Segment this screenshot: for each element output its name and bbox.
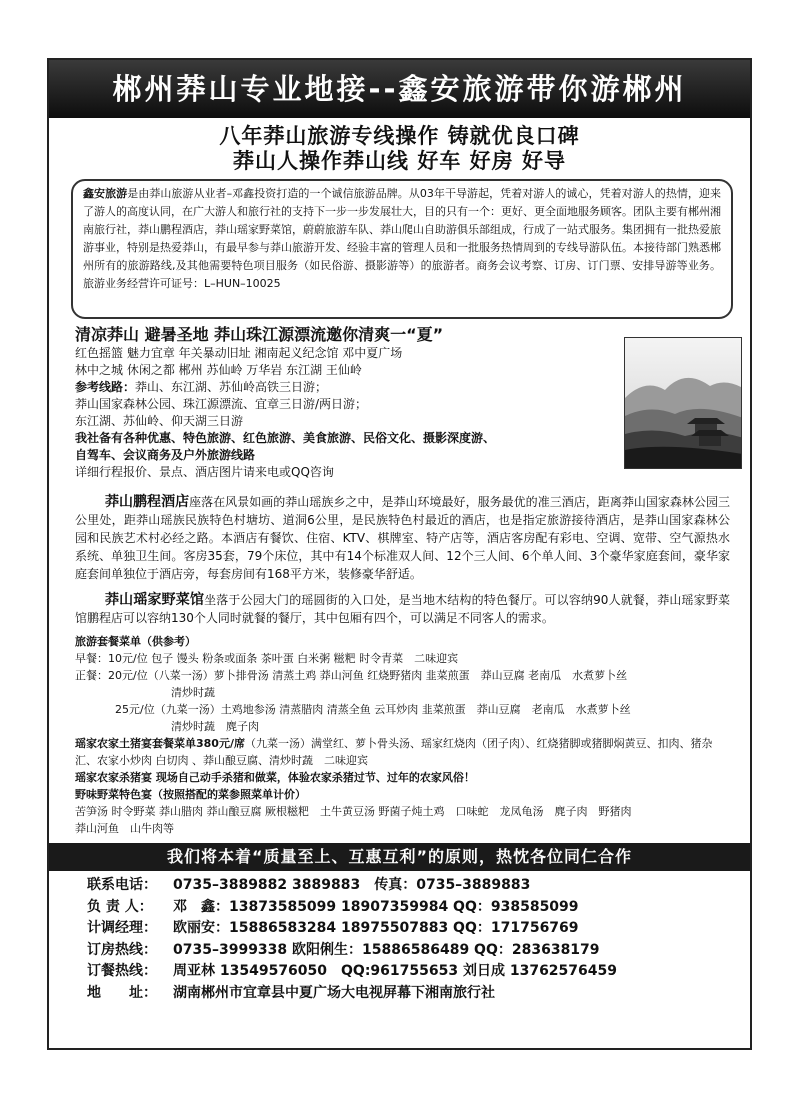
advertisement-page (47, 58, 752, 1050)
contact-label: 地 址： (87, 984, 157, 1001)
cooperation-banner: 我们将本着“质量至上、互惠互利”的原则，热忱各位同仁合作 (49, 843, 750, 871)
hotel-name: 莽山鹏程酒店 (105, 494, 190, 510)
pig-feast-heading: 瑶家农家土猪宴套餐菜单380元/席 (75, 737, 245, 750)
contact-value: 0735–3889882 3889883 传真：0735–3889883 (173, 877, 531, 893)
summer-line-2: 林中之城 休闲之都 郴州 苏仙岭 万华岩 东江湖 王仙岭 (75, 363, 362, 377)
company-intro-box (71, 179, 733, 319)
menu-title: 旅游套餐菜单（供参考） (75, 635, 196, 648)
menu-lunch-20-b: 清炒时蔬 (171, 686, 215, 699)
detail-line: 详细行程报价、景点、酒店图片请来电或QQ咨询 (75, 465, 334, 479)
contact-label: 订房热线： (87, 941, 157, 958)
restaurant-name: 莽山瑶家野菜馆 (105, 592, 205, 608)
menu-lunch-25-b: 清炒时蔬 麂子肉 (171, 720, 259, 733)
routes-label: 参考线路： (75, 380, 136, 394)
contact-value: 0735–3999338 欧阳俐生：15886586489 QQ：283638179 (173, 941, 600, 958)
menu-lunch-25-a: 25元/位（九菜一汤）土鸡地参汤 清蒸腊肉 清蒸全鱼 云耳炒肉 韭菜煎蛋 莽山豆腐 老南瓜 水煮萝卜丝 (115, 703, 631, 716)
contact-value: 湖南郴州市宜章县中夏广场大电视屏幕下湘南旅行社 (173, 984, 495, 1001)
mountain-photo (624, 337, 742, 469)
contact-label: 联系电话： (87, 877, 157, 893)
hotel-section (49, 483, 750, 583)
slogan-line-2: 莽山人操作莽山线 好车 好房 好导 (233, 149, 566, 173)
contact-value: 邓 鑫：13873585099 18907359984 QQ：938585099 (173, 898, 579, 915)
restaurant-text: 坐落于公园大门的瑶圆街的入口处，是当地木结构的特色餐厅。可以容纳90人就餐，莽山瑶家野菜馆鹏程店可以容纳130个人同时就餐的餐厅，其中包厢有四个，可以满足不同客人的需求。 (75, 593, 730, 625)
brand-name: 鑫安旅游 (83, 187, 128, 200)
contact-label: 计调经理： (87, 920, 157, 936)
contact-label: 订餐热线： (87, 963, 157, 979)
menu-breakfast: 早餐：10元/位 包子 馒头 粉条或面条 茶叶蛋 白米粥 糍粑 时令青菜 二味迎宾 (75, 652, 459, 665)
contact-label: 负 责 人： (87, 898, 153, 915)
hotel-text: 座落在风景如画的莽山瑶族乡之中，是莽山环境最好，服务最优的准三酒店，距离莽山国家森林公园三公里处，距莽山瑶族民族特色村塘坊、道洞6公里，是民族特色村最近的酒店，也是指定旅游接待酒店，是莽山国家森林公园和民族艺术村必经之路。本酒店有餐饮、住宿、KTV、棋牌室、特产店等，酒店客房配有彩电、空调、宽带、空气源热水系统、单独卫生间。客房35套，79个床位，其中有14个标准双人间、12个三人间、6个单人间、3个豪华家庭套间，豪华家庭套间单独位于酒店旁，每套房间有168平方米，装修豪华舒适。 (75, 495, 730, 581)
contact-phone (87, 875, 750, 897)
contact-value: 欧丽安：15886583284 18975507883 QQ：171756769 (173, 920, 579, 936)
headline-banner: 郴州莽山专业地接--鑫安旅游带你游郴州 (49, 60, 750, 118)
menu-wild-b: 莽山河鱼 山牛肉等 (75, 822, 174, 835)
contact-list (49, 871, 750, 1004)
contact-value: 周亚林 13549576050 QQ:961755653 刘日成 13762576459 (173, 963, 618, 979)
slogan-line-1: 八年莽山旅游专线操作 铸就优良口碑 (219, 124, 580, 148)
pig-feast-dishes: （九菜一汤）满堂红、萝卜骨头汤、瑶家红烧肉（团子肉）、红烧猪脚或猪脚焖黄豆、扣肉、猪杂汇、农家小炒肉 白切肉 、莽山酿豆腐、清炒时蔬 二味迎宾 (75, 737, 713, 767)
route-3: 东江湖、苏仙岭、仰天湖三日游 (75, 414, 244, 428)
offer-line-2: 自驾车、会议商务及户外旅游线路 (75, 448, 256, 462)
summer-line-1: 红色摇篮 魅力宜章 年关暴动旧址 湘南起义纪念馆 邓中夏广场 (75, 346, 403, 360)
menu-wild-heading: 野味野菜特色宴（按照搭配的菜参照菜单计价） (75, 788, 306, 801)
menu-pig-feast-live: 瑶家农家杀猪宴 现场自己动手杀猪和做菜，体验农家杀猪过节、过年的农家风俗！ (75, 771, 475, 784)
mountain-temple-illustration (625, 338, 742, 469)
restaurant-section (49, 583, 750, 627)
offer-line-1: 我社备有各种优惠、特色旅游、红色旅游、美食旅游、民俗文化、摄影深度游、 (75, 431, 496, 445)
menu-lunch-20-a: 正餐：20元/位（八菜一汤）萝卜排骨汤 清蒸土鸡 莽山河鱼 红烧野猪肉 韭菜煎蛋 莽山豆腐 老南瓜 水煮萝卜丝 (75, 669, 628, 682)
contact-planner (87, 918, 750, 940)
contact-meal-booking (87, 961, 750, 983)
route-1: 莽山、东江湖、苏仙岭高铁三日游； (135, 380, 328, 394)
contact-address (87, 983, 750, 1005)
menu-section (49, 627, 750, 837)
intro-text: 是由莽山旅游从业者–邓鑫投资打造的一个诚信旅游品牌。从03年干导游起，凭着对游人的诚心，凭着对游人的热情，迎来了游人的高度认同，在广大游人和旅行社的支持下一步一步发展壮大，目的只有一个：更好、更全面地服务顾客。团队主要有郴州湘南旅行社，莽山鹏程酒店，莽山瑶家野菜馆，蔚蔚旅游车队、莽山爬山自助游俱乐部组成，行成了一站式服务。集团拥有一批热爱旅游事业，特别是热爱莽山，有最早参与莽山旅游开发、经验丰富的管理人员和一批服务热情周到的专线导游队伍。本接待部门熟悉郴州所有的旅游路线,及其他需要特色项目服务（如民俗游、摄影游等）的旅游者。商务会议考察、订房、订门票、安排导游等业务。旅游业务经营许可证号：L–HUN–10025 (83, 187, 722, 290)
route-2: 莽山国家森林公园、珠江源漂流、宜章三日游/两日游； (75, 397, 368, 411)
menu-pig-feast-set (75, 735, 730, 769)
menu-wild-a: 苦笋汤 时令野菜 莽山腊肉 莽山酿豆腐 厥根糍粑 土牛黄豆汤 野菌子炖土鸡 口味蛇 龙凤龟汤 麂子肉 野猪肉 (75, 805, 632, 818)
summer-promo-section (49, 319, 750, 483)
summer-title: 清凉莽山 避暑圣地 莽山珠江源漂流邀你清爽一“夏” (75, 325, 444, 344)
contact-room-booking (87, 940, 750, 962)
contact-manager (87, 897, 750, 919)
